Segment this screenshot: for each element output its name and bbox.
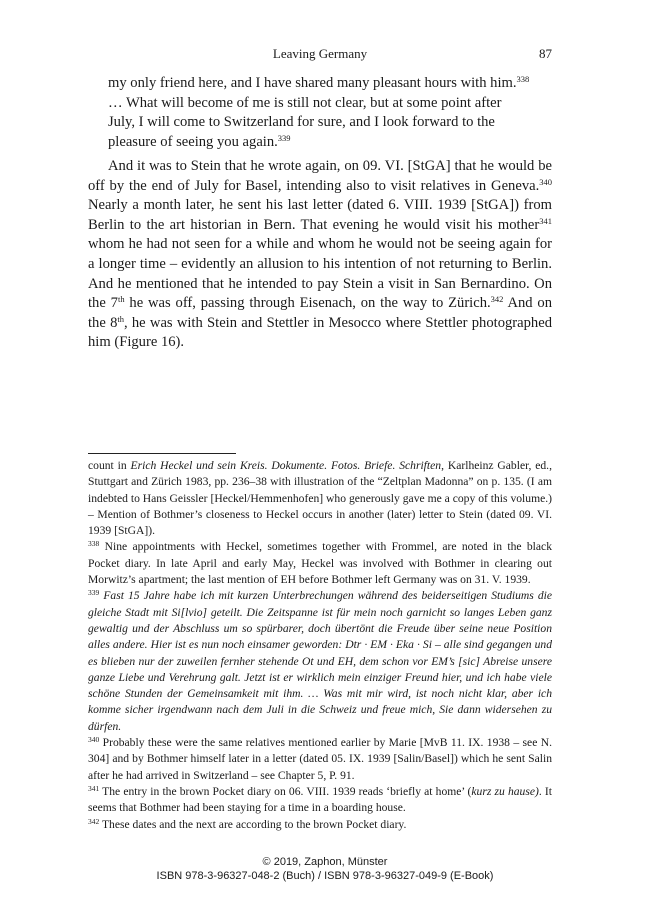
copyright-line: © 2019, Zaphon, Münster (262, 856, 388, 868)
running-title: Leaving Germany (272, 46, 368, 61)
copyright-footer (0, 855, 650, 883)
footnote-italic-title: Erich Heckel und sein Kreis. Dokumente. Fotos. Briefe. Schriften (130, 459, 442, 472)
footnote-ref-342[interactable]: 342 (490, 294, 504, 305)
footnote-text: Probably these were the same relatives mentioned earlier by Marie [MvB 11. IX. 1938 – see N. 304] and by Bothmer himself later in a letter (dated 05. IX. 1939 [Salin/Basel]) which he sent Salin after he had arrived in Switzerland – see Chapter 5, P. 91. (88, 736, 552, 782)
footnote-338 (88, 539, 552, 588)
footnote-divider (88, 453, 236, 454)
footnote-ref-339[interactable]: 339 (277, 132, 291, 143)
block-quote (108, 74, 532, 152)
paragraph-text: whom he had not seen for a while and whom he would not be seeing again for a longer time – evidently an allusion to his intention of not returning to Berlin. And he mentioned that he intended to pay Stein a visit in San Bernardino. On the 7 (88, 236, 552, 312)
footnote-ref-340[interactable]: 340 (539, 176, 552, 187)
footnote-ref-338[interactable]: 338 (516, 74, 530, 84)
footnote-text: The entry in the brown Pocket diary on 06. VIII. 1939 reads ‘briefly at home’ ( (99, 784, 472, 798)
footnote-number: 341 (88, 783, 100, 793)
footnote-342 (88, 817, 552, 833)
footnote-number: 339 (88, 588, 100, 598)
footnote-text: count in (88, 459, 131, 472)
footnote-341 (88, 784, 552, 817)
running-header (88, 46, 552, 64)
ordinal-suffix: th (117, 294, 125, 305)
footnote-text: , Karlheinz Gabler, ed., Stuttgart and Zürich 1983, pp. 236–38 with illustration of the “Zeltplan Madonna” on p. 135. (I am indebted to Hans Geissler [Heckel/Hemmenhofen] who generously gave me a copy of this volume.) – Mention of Bothmer’s closeness to Heckel occurs in another (later) letter to Stein (dated 09. VI. 1939 [StGA]). (88, 459, 552, 538)
paragraph-text: And it was to Stein that he wrote again, on 09. VI. [StGA] that he would be off by the end of July for Basel, intending also to visit relatives in Geneva. (88, 158, 552, 194)
quote-text-1: my only friend here, and I have shared many pleasant hours with him. (108, 75, 517, 91)
footnotes (88, 458, 552, 833)
footnote-340 (88, 735, 552, 784)
paragraph-text: he was off, passing through Eisenach, on the way to Zürich. (124, 295, 491, 312)
footnote-number: 338 (88, 539, 100, 549)
footnote-text: Fast 15 Jahre habe ich mit kurzen Unterbrechungen während des beiderseitigen Studiums die gleiche Stadt mit Si[lvio] geteilt. Die Zeitspanne ist für mein noch garnicht so langes Leben ganz gewaltig und der Abschluss um so spürbarer, doch übertönt die Freude über seine neue Position alles andere. Hier ist es nun noch einsamer geworden: Dtr · EM · Eka · Si – alle sind gegangen und es blieben nur der zuweilen fernher stehende Ot und EH, dem schon vor EM’s [sic] Abreise unsere ganze Liebe und Verehrung galt. Jetzt ist er wirklich mein einziger Freund hier, und ich habe viele schöne Stunden der Gemeinsamkeit mit ihm. … Was mit mir wird, ist noch nicht klar, aber ich komme sicher irgendwann nach dem Juli in die Schweiz und freue mich, Sie dann widersehen zu dürfen. (88, 589, 552, 733)
paragraph-text: Nearly a month later, he sent his last letter (dated 6. VIII. 1939 [StGA]) from Berlin to the art historian in Bern. That evening he would visit his mother (88, 197, 552, 233)
ordinal-suffix: th (117, 313, 124, 324)
footnote-text: Nine appointments with Heckel, sometimes together with Frommel, are noted in the black Pocket diary. In late April and early May, Heckel was involved with Bothmer in clearing out Morwitz’s apartment; the last mention of EH before Bothmer left Germany was on 31. V. 1939. (88, 540, 552, 587)
paragraph-text: , he was with Stein and Stettler in Mesocco where Stettler photographed him (Figure 16). (88, 314, 552, 351)
footnote-number: 340 (88, 735, 100, 745)
footnote-ref-341[interactable]: 341 (539, 215, 552, 226)
paragraph-text: And on the 8 (88, 295, 552, 331)
footnote-continued (88, 458, 552, 539)
quote-text-2: … What will become of me is still not clear, but at some point after July, I will come to Switzerland for sure, and I look forward to the pleasure of seeing you again. (108, 94, 502, 150)
footnote-italic: kurz zu hause) (471, 784, 539, 798)
footnote-number: 342 (88, 816, 100, 826)
page-number: 87 (539, 46, 552, 61)
isbn-line: ISBN 978-3-96327-048-2 (Buch) / ISBN 978-3-96327-049-9 (E-Book) (156, 870, 494, 882)
paragraph (88, 157, 552, 353)
footnote-text: . It seems that Bothmer had been staying for a time in a boarding house. (88, 784, 552, 815)
footnote-339 (88, 588, 552, 735)
footnote-text: These dates and the next are according to the brown Pocket diary. (99, 817, 407, 831)
main-paragraph (88, 157, 552, 353)
